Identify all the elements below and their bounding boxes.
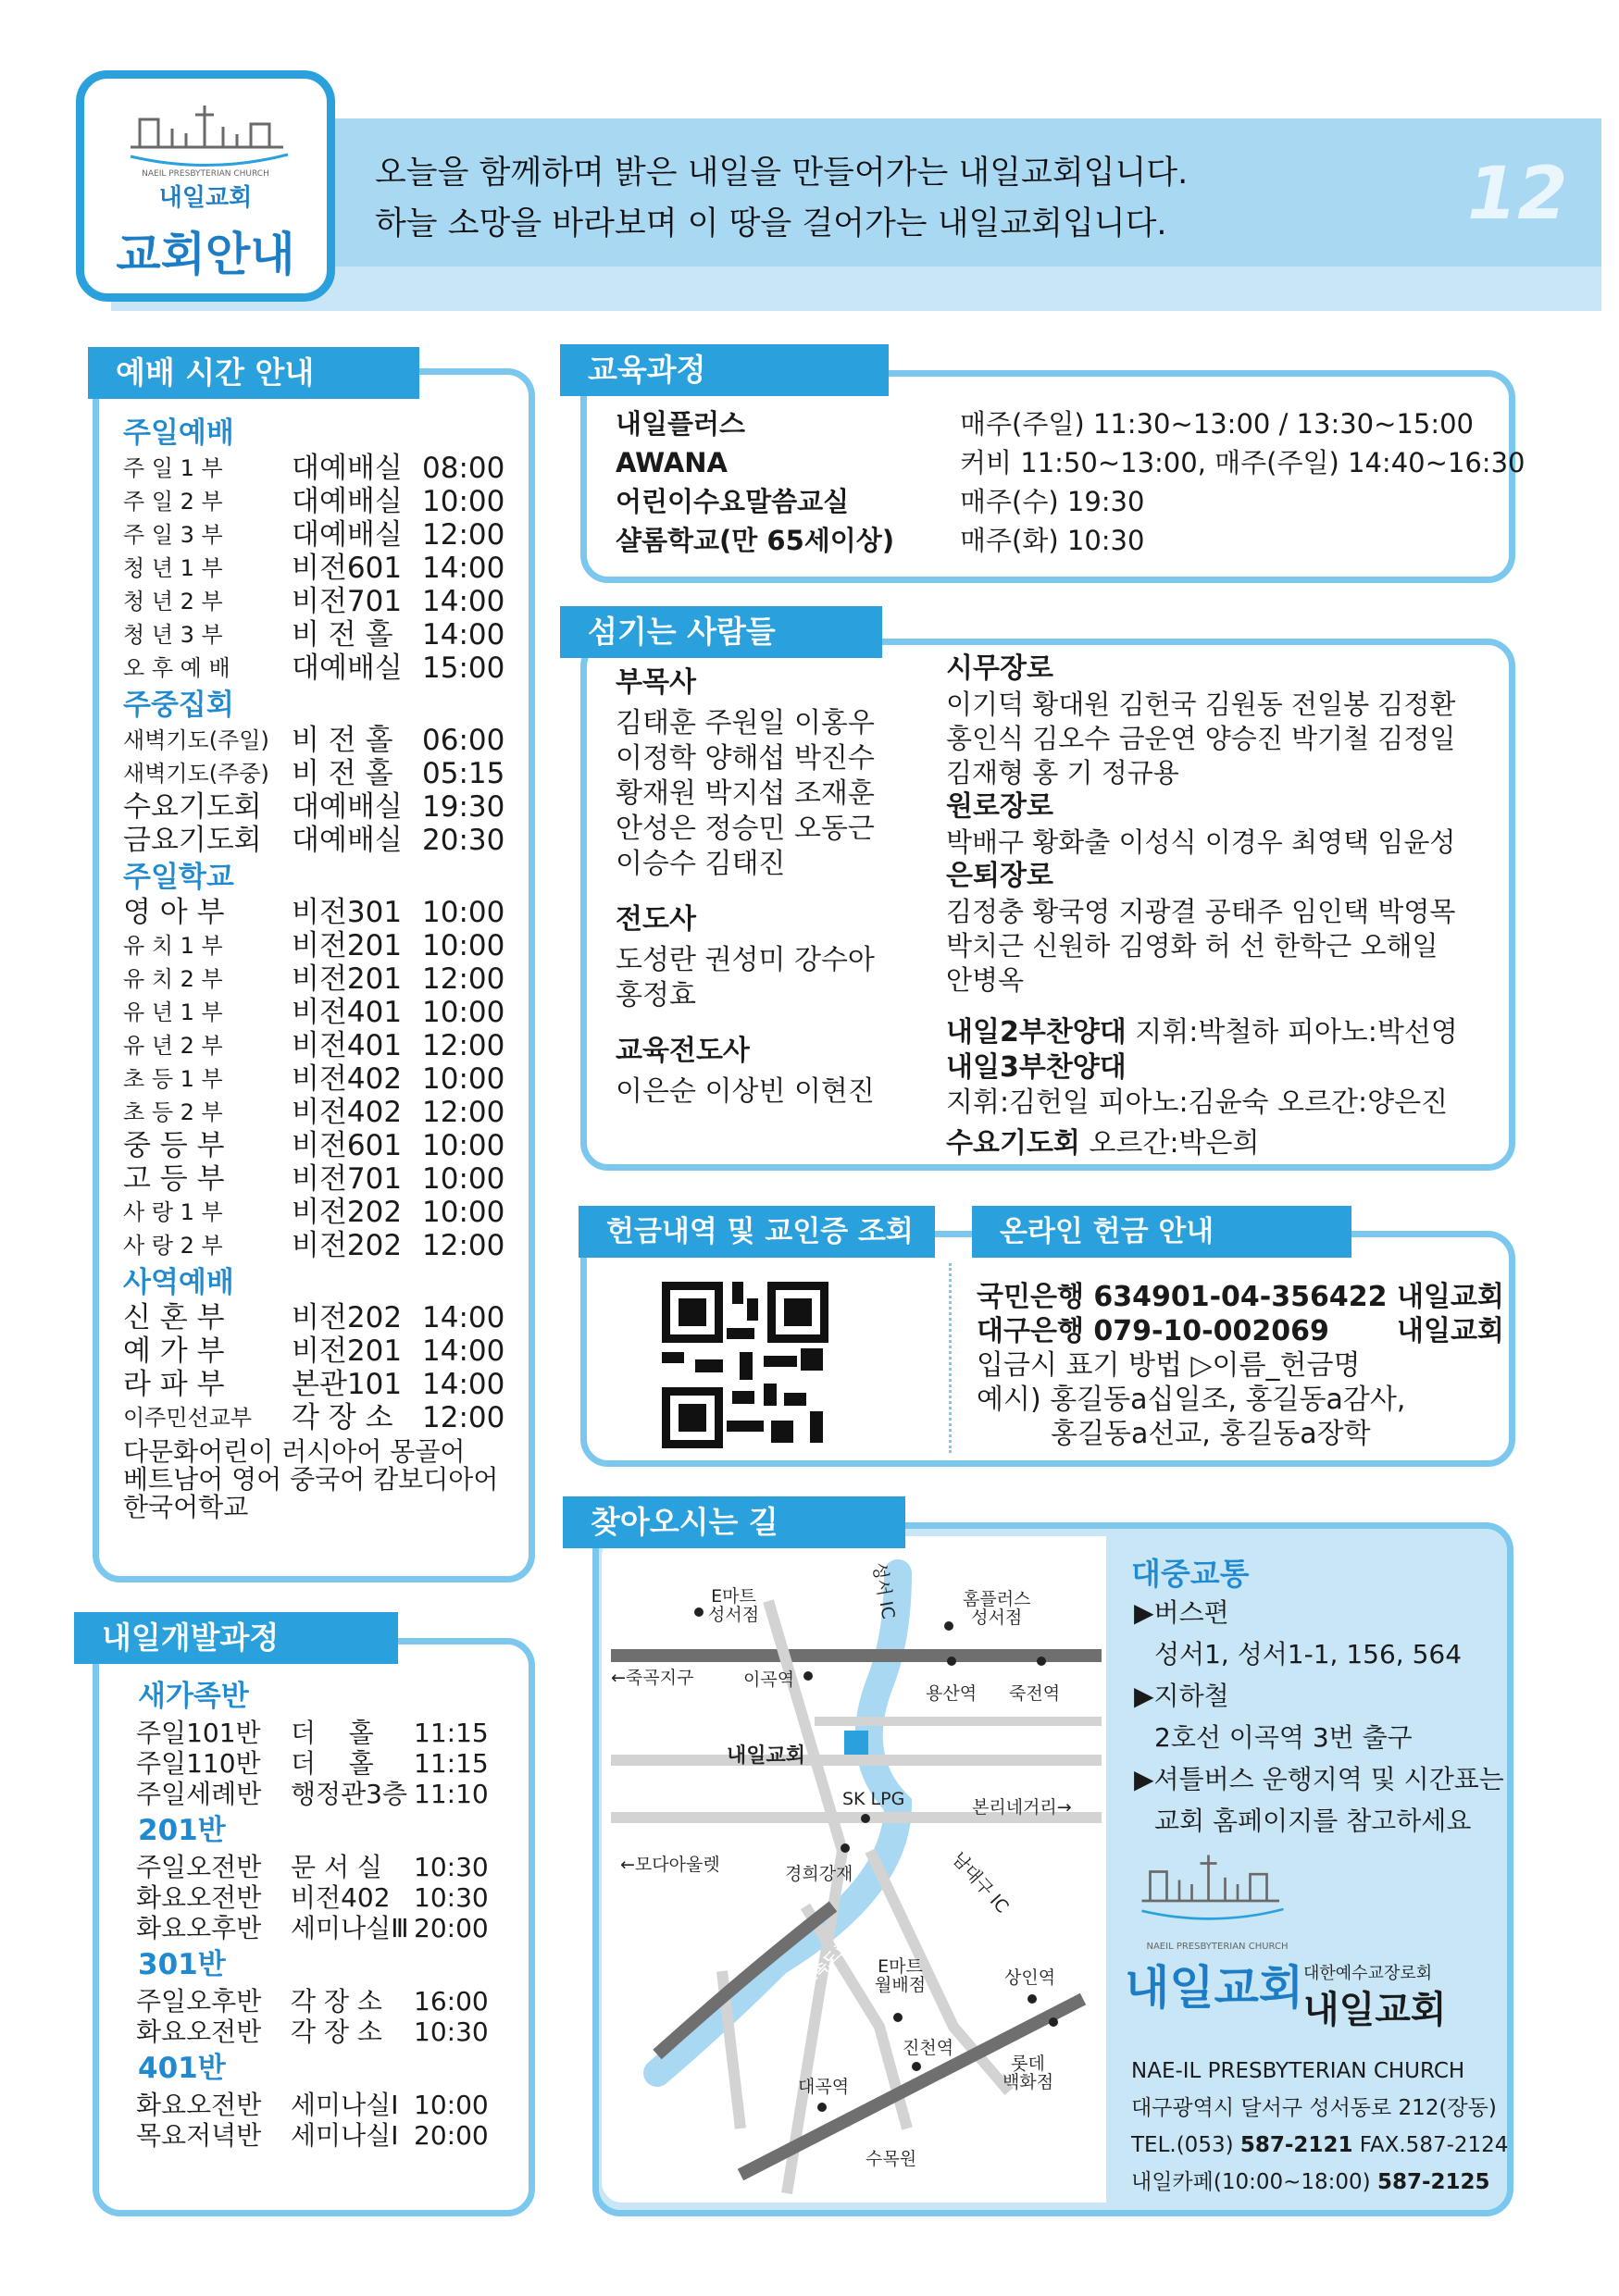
worship-time: 06:00 <box>422 724 505 757</box>
dev-place: 문 서 실 <box>291 1852 382 1882</box>
dev-class: 화요오전반 <box>136 1882 262 1913</box>
worship-place: 대예배실 <box>292 652 403 685</box>
dev-time: 16:00 <box>414 1986 489 2017</box>
page-number: 12 <box>1467 153 1568 236</box>
servant-names: 안성은 정승민 오동근 <box>616 813 875 845</box>
worship-name: 사 랑 1 부 <box>123 1199 223 1225</box>
worship-name: 새벽기도(주중) <box>123 761 269 787</box>
elder-names: 박치근 신원하 김영화 허 선 한학근 오해일 <box>946 930 1438 962</box>
worship-group-title: 주중집회 <box>123 689 234 722</box>
map-jincheon-station: 진천역 <box>903 2038 954 2058</box>
choir-2-text: 지휘:박철하 피아노:박선영 <box>1126 1016 1458 1049</box>
worship-time: 12:00 <box>422 1029 505 1062</box>
worship-time: 10:00 <box>422 929 505 962</box>
choir-2-title: 내일2부찬양대 <box>946 1016 1127 1049</box>
worship-place: 비 전 홀 <box>292 724 393 757</box>
elder-names: 이기덕 황대원 김헌국 김원동 전일봉 김정환 <box>946 689 1456 720</box>
page-title: 교회안내 <box>116 228 295 281</box>
map-arboretum: 수목원 <box>866 2149 917 2169</box>
slogan-line-2: 하늘 소망을 바라보며 이 땅을 걸어가는 내일교회입니다. <box>375 205 1167 242</box>
offering-query-tab: 헌금내역 및 교인증 조회 <box>579 1206 935 1258</box>
map-kyunghee: 경희강재 <box>785 1864 853 1884</box>
worship-tab: 예배 시간 안내 <box>88 347 419 399</box>
dev-place: 세미나실Ⅰ <box>291 2090 399 2120</box>
dev-class: 화요오전반 <box>136 2090 262 2120</box>
worship-name: 이주민선교부 <box>123 1405 253 1431</box>
shuttle-line-1: ▶셔틀버스 운행지역 및 시간표는 <box>1134 1764 1504 1794</box>
dev-class: 주일오전반 <box>136 1852 262 1882</box>
servant-names: 도성란 권성미 강수아 <box>616 944 875 976</box>
worship-name: 주 일 2 부 <box>123 489 223 515</box>
worship-place: 비전701 <box>292 1162 403 1196</box>
worship-note: 베트남어 영어 중국어 캄보디아어 <box>123 1464 499 1495</box>
dev-group-title: 201반 <box>138 1814 226 1847</box>
worship-name: 새벽기도(주일) <box>123 727 269 753</box>
wednesday-title: 수요기도회 <box>946 1127 1080 1160</box>
telephone: TEL.(053) 587-2121 FAX.587-2124 <box>1131 2133 1509 2157</box>
worship-place: 비전601 <box>292 1129 403 1162</box>
map-dot <box>944 1621 953 1631</box>
elder-role: 원로장로 <box>946 790 1053 823</box>
worship-row <box>123 1129 530 1162</box>
worship-place: 각 장 소 <box>292 1401 393 1434</box>
servant-names: 이승수 김태진 <box>616 848 786 880</box>
dev-time: 10:30 <box>414 2017 489 2047</box>
dev-class: 주일110반 <box>136 1748 261 1779</box>
dev-place: 더 홀 <box>291 1748 374 1779</box>
worship-place: 비전402 <box>292 1096 403 1129</box>
map-bonri: 본리네거리→ <box>972 1797 1072 1818</box>
map-moda-outlet: ←모다아울렛 <box>620 1855 720 1875</box>
worship-place: 비전301 <box>292 896 403 929</box>
dev-row <box>136 1719 525 1749</box>
servant-names: 이은순 이상빈 이현진 <box>616 1075 875 1108</box>
map-dot <box>947 1657 956 1666</box>
dev-row <box>136 1749 525 1780</box>
worship-row <box>123 1062 530 1096</box>
education-row <box>616 446 1526 485</box>
dev-row <box>136 1914 525 1944</box>
worship-name: 고 등 부 <box>123 1162 225 1196</box>
worship-row <box>123 790 530 824</box>
dev-row <box>136 1883 525 1914</box>
education-program: 어린이수요말씀교실 <box>616 486 850 517</box>
map-homeplus: 홈플러스 성서점 <box>963 1589 1031 1628</box>
dev-place: 더 홀 <box>291 1718 374 1748</box>
dev-row <box>136 1780 525 1810</box>
worship-row <box>123 652 530 685</box>
deposit-example-2: 홍길동a선교, 홍길동a장학 <box>1051 1418 1371 1450</box>
worship-name: 초 등 2 부 <box>123 1099 223 1125</box>
bank-daegu: 대구은행 079-10-002069 내일교회 <box>977 1315 1504 1347</box>
map-dot <box>1049 2017 1058 2027</box>
map-jukgok: ←죽곡지구 <box>611 1668 694 1688</box>
logo-name: 내일교회 <box>1125 1961 1304 2015</box>
map-dot <box>1037 1657 1046 1666</box>
education-schedule: 매주(수) 19:30 <box>960 486 1145 517</box>
servant-names: 황재원 박지섭 조재훈 <box>616 777 875 810</box>
servants-tab: 섬기는 사람들 <box>560 606 882 658</box>
cafe-telephone: 내일카페(10:00~18:00) 587-2125 <box>1131 2170 1490 2194</box>
worship-row <box>123 1229 530 1262</box>
dev-row <box>136 2121 525 2152</box>
worship-row <box>123 1301 530 1334</box>
development-tab: 내일개발과정 <box>74 1612 398 1664</box>
worship-row <box>123 724 530 757</box>
dev-group-title: 301반 <box>138 1948 226 1981</box>
elder-role: 은퇴장로 <box>946 860 1053 892</box>
worship-name: 신 혼 부 <box>123 1301 225 1334</box>
servant-names: 이정학 양해섭 박진수 <box>616 742 875 775</box>
elder-names: 안병옥 <box>946 964 1025 996</box>
dev-place: 행정관3층 <box>291 1779 408 1809</box>
education-program: AWANA <box>616 447 728 478</box>
logo-name: 내일교회 <box>158 184 253 212</box>
worship-place: 대예배실 <box>292 452 403 485</box>
worship-name: 주 일 1 부 <box>123 455 223 481</box>
english-name: NAE-IL PRESBYTERIAN CHURCH <box>1131 2059 1465 2083</box>
worship-name: 청 년 1 부 <box>123 555 223 581</box>
map-dot <box>912 2062 921 2071</box>
map-lotte: 롯데 백화점 <box>1003 2054 1054 2092</box>
map-yongsan-station: 용산역 <box>926 1683 978 1704</box>
denomination: 대한예수교장로회 <box>1303 1964 1433 1983</box>
worship-time: 14:00 <box>422 1334 505 1368</box>
worship-row <box>123 1334 530 1368</box>
worship-name: 유 년 1 부 <box>123 999 223 1025</box>
education-schedule: 매주(화) 10:30 <box>960 525 1145 556</box>
dev-place: 각 장 소 <box>291 2017 382 2047</box>
worship-name: 청 년 2 부 <box>123 589 223 614</box>
education-schedule: 커비 11:50~13:00, 매주(주일) 14:40~16:30 <box>960 447 1526 478</box>
dev-time: 20:00 <box>414 2120 489 2151</box>
worship-note: 다문화어린이 러시아어 몽골어 <box>123 1436 466 1467</box>
worship-time: 12:00 <box>422 1096 505 1129</box>
map-seongseo-ic: 성서 IC <box>868 1560 899 1621</box>
worship-row <box>123 996 530 1029</box>
worship-place: 비전202 <box>292 1229 403 1262</box>
worship-name: 유 치 1 부 <box>123 933 223 959</box>
education-row <box>616 524 1504 563</box>
wednesday-text: 오르간:박은희 <box>1079 1127 1260 1160</box>
logo-box <box>76 70 335 302</box>
contact-info <box>1131 2053 1508 2201</box>
map-dot <box>861 1814 870 1823</box>
dev-time: 10:30 <box>414 1882 489 1913</box>
worship-row <box>123 1401 530 1434</box>
dev-time: 11:15 <box>414 1748 489 1779</box>
choir-3-title-text: 내일3부찬양대 <box>946 1051 1127 1084</box>
worship-time: 19:30 <box>422 790 505 824</box>
worship-group-title: 사역예배 <box>123 1266 234 1299</box>
worship-name: 오 후 예 배 <box>123 655 230 681</box>
worship-row <box>123 618 530 652</box>
worship-time: 10:00 <box>422 1162 505 1196</box>
worship-time: 05:15 <box>422 757 505 790</box>
online-offering-info <box>977 1280 1504 1451</box>
worship-time: 14:00 <box>422 552 505 585</box>
map-emart-wolbae: E마트 월배점 <box>875 1956 927 1995</box>
worship-place: 대예배실 <box>292 824 403 857</box>
servant-names: 김태훈 주원일 이홍우 <box>616 707 875 739</box>
dev-time: 11:15 <box>414 1718 489 1748</box>
map-igok-station: 이곡역 <box>743 1669 795 1690</box>
worship-place: 대예배실 <box>292 485 403 518</box>
worship-group-title: 주일예배 <box>123 416 234 450</box>
dev-time: 11:10 <box>414 1779 489 1809</box>
elder-names: 김재형 홍 기 정규용 <box>946 757 1179 788</box>
dev-time: 20:00 <box>414 1913 489 1943</box>
worship-row <box>123 824 530 857</box>
worship-place: 비전202 <box>292 1196 403 1229</box>
worship-row <box>123 1096 530 1129</box>
dev-row <box>136 1987 525 2017</box>
worship-place: 비 전 홀 <box>292 757 393 790</box>
worship-row <box>123 1196 530 1229</box>
map-dot <box>803 1671 813 1681</box>
worship-time: 12:00 <box>422 1229 505 1262</box>
worship-group-title: 주일학교 <box>123 861 234 894</box>
worship-name: 중 등 부 <box>123 1129 225 1162</box>
dev-row <box>136 2091 525 2121</box>
worship-time: 10:00 <box>422 1129 505 1162</box>
worship-row <box>123 962 530 996</box>
servant-role: 부목사 <box>616 666 696 699</box>
worship-note: 한국어학교 <box>123 1492 249 1522</box>
deposit-note: 입금시 표기 방법 ▷이름_헌금명 <box>977 1349 1361 1382</box>
dev-group-title: 새가족반 <box>138 1680 249 1713</box>
map-emart-seongseo: E마트 성서점 <box>708 1586 760 1625</box>
worship-place: 비전201 <box>292 962 403 996</box>
worship-time: 10:00 <box>422 996 505 1029</box>
worship-name: 영 아 부 <box>123 896 225 929</box>
worship-place: 비전201 <box>292 929 403 962</box>
worship-row <box>123 896 530 929</box>
worship-time: 12:00 <box>422 1401 505 1434</box>
dev-place: 각 장 소 <box>291 1986 382 2017</box>
map-dot <box>1027 1994 1037 2004</box>
dev-time: 10:00 <box>414 2090 489 2120</box>
dev-time: 10:30 <box>414 1852 489 1882</box>
wednesday-organ <box>946 1120 1259 1160</box>
map-namdaegu-ic: 남대구 IC <box>947 1848 1013 1917</box>
worship-time: 10:00 <box>422 485 505 518</box>
worship-time: 08:00 <box>422 452 505 485</box>
deposit-example-1: 예시) 홍길동a십일조, 홍길동a감사, <box>977 1384 1406 1416</box>
shuttle-line-2: 교회 홈페이지를 참고하세요 <box>1154 1806 1472 1836</box>
servants-left <box>616 666 930 1148</box>
worship-name: 청 년 3 부 <box>123 622 223 648</box>
qr-code-icon[interactable] <box>662 1282 828 1448</box>
worship-place: 비 전 홀 <box>292 618 393 652</box>
worship-row <box>123 518 530 552</box>
map-sangin-station: 상인역 <box>1004 1967 1056 1988</box>
dev-place: 세미나실Ⅲ <box>291 1913 409 1943</box>
logo-small-text: NAEIL PRESBYTERIAN CHURCH <box>142 169 269 179</box>
map-expressway: 구마고속도로 <box>777 1936 854 2015</box>
worship-place: 비전202 <box>292 1301 403 1334</box>
slogan <box>375 148 1188 250</box>
elder-role: 시무장로 <box>946 652 1053 685</box>
worship-name: 유 치 2 부 <box>123 966 223 992</box>
worship-name: 라 파 부 <box>123 1368 225 1401</box>
worship-row <box>123 485 530 518</box>
offering-divider <box>949 1263 952 1453</box>
worship-name: 수요기도회 <box>123 790 262 824</box>
worship-time: 12:00 <box>422 962 505 996</box>
worship-place: 비전402 <box>292 1062 403 1096</box>
worship-time: 10:00 <box>422 1062 505 1096</box>
dev-group-title: 401반 <box>138 2052 226 2085</box>
choir-3-text: 지휘:김헌일 피아노:김윤숙 오르간:양은진 <box>946 1086 1449 1119</box>
bus-title: ▶버스편 <box>1134 1597 1229 1628</box>
development-list <box>136 1680 525 2207</box>
dev-class: 화요오전반 <box>136 2017 262 2047</box>
directions-tab: 찾아오시는 길 <box>563 1496 905 1548</box>
map-church: 내일교회 <box>727 1744 806 1768</box>
elder-names: 홍인식 김오수 금운연 양승진 박기철 김정일 <box>946 723 1456 754</box>
dev-class: 주일세례반 <box>136 1779 262 1809</box>
dev-place: 세미나실Ⅰ <box>291 2120 399 2151</box>
worship-row <box>123 1029 530 1062</box>
slogan-line-1: 오늘을 함께하며 밝은 내일을 만들어가는 내일교회입니다. <box>375 155 1189 192</box>
map-dot <box>893 2013 903 2022</box>
bus-lines: 성서1, 성서1-1, 156, 564 <box>1154 1639 1463 1669</box>
worship-place: 비전201 <box>292 1334 403 1368</box>
worship-row <box>123 757 530 790</box>
worship-time: 15:00 <box>422 652 505 685</box>
worship-time: 14:00 <box>422 618 505 652</box>
dev-row <box>136 1853 525 1883</box>
logo-small-text: NAEIL PRESBYTERIAN CHURCH <box>1146 1942 1289 1952</box>
servant-role: 전도사 <box>616 903 696 936</box>
worship-row <box>123 585 530 618</box>
dev-class: 주일오후반 <box>136 1986 262 2017</box>
dev-class: 주일101반 <box>136 1718 261 1748</box>
worship-place: 본관101 <box>292 1368 403 1401</box>
dev-place: 비전402 <box>291 1882 391 1913</box>
worship-time: 14:00 <box>422 1368 505 1401</box>
worship-time: 14:00 <box>422 1301 505 1334</box>
worship-name: 유 년 2 부 <box>123 1033 223 1059</box>
worship-place: 대예배실 <box>292 518 403 552</box>
transit-info <box>1134 1592 1504 1842</box>
worship-time: 14:00 <box>422 585 505 618</box>
worship-name: 사 랑 2 부 <box>123 1233 223 1259</box>
worship-row <box>123 929 530 962</box>
education-tab: 교육과정 <box>560 344 889 396</box>
dev-class: 목요저녁반 <box>136 2120 262 2151</box>
education-row <box>616 407 1504 446</box>
worship-row <box>123 1162 530 1196</box>
servant-role: 교육전도사 <box>616 1035 750 1067</box>
worship-time: 10:00 <box>422 896 505 929</box>
worship-time: 10:00 <box>422 1196 505 1229</box>
worship-place: 비전601 <box>292 552 403 585</box>
worship-name: 초 등 1 부 <box>123 1066 223 1092</box>
transit-title: 대중교통 <box>1131 1556 1250 1592</box>
worship-place: 비전401 <box>292 1029 403 1062</box>
worship-name: 주 일 3 부 <box>123 522 223 548</box>
worship-place: 대예배실 <box>292 790 403 824</box>
elder-names: 김정충 황국영 지광결 공태주 임인택 박영목 <box>946 896 1456 927</box>
worship-time: 20:30 <box>422 824 505 857</box>
dev-row <box>136 2017 525 2048</box>
bank-kb: 국민은행 634901-04-356422 내일교회 <box>977 1281 1504 1313</box>
online-offering-tab: 온라인 헌금 안내 <box>972 1206 1351 1258</box>
servant-names: 홍정효 <box>616 979 696 1011</box>
worship-name: 예 가 부 <box>123 1334 225 1368</box>
map-dot <box>694 1607 704 1617</box>
education-list <box>616 407 1526 574</box>
map-dot <box>841 1843 850 1853</box>
map-jukjeon-station: 죽전역 <box>1009 1683 1061 1704</box>
worship-row <box>123 552 530 585</box>
subway-line: 2호선 이곡역 3번 출구 <box>1154 1722 1413 1753</box>
worship-time: 12:00 <box>422 518 505 552</box>
church-logo-icon <box>1120 1851 1305 1934</box>
worship-list <box>123 416 530 1573</box>
education-program: 샬롬학교(만 65세이상) <box>616 525 895 556</box>
church-name: 내일교회 <box>1303 1989 1447 2031</box>
education-program: 내일플러스 <box>616 408 746 440</box>
worship-place: 비전401 <box>292 996 403 1029</box>
map-dot <box>817 2103 827 2112</box>
worship-row <box>123 452 530 485</box>
worship-row <box>123 1368 530 1401</box>
subway-title: ▶지하철 <box>1134 1681 1229 1711</box>
map-sk-lpg: SK LPG <box>842 1789 905 1809</box>
worship-name: 금요기도회 <box>123 824 262 857</box>
address: 대구광역시 달서구 성서동로 212(장동) <box>1131 2096 1497 2120</box>
worship-place: 비전701 <box>292 585 403 618</box>
elder-names: 박배구 황화출 이성식 이경우 최영택 임윤성 <box>946 826 1456 858</box>
education-row <box>616 485 1504 524</box>
education-schedule: 매주(주일) 11:30~13:00 / 13:30~15:00 <box>960 408 1474 440</box>
map-daegok-station: 대곡역 <box>798 2077 850 2097</box>
dev-class: 화요오후반 <box>136 1913 262 1943</box>
